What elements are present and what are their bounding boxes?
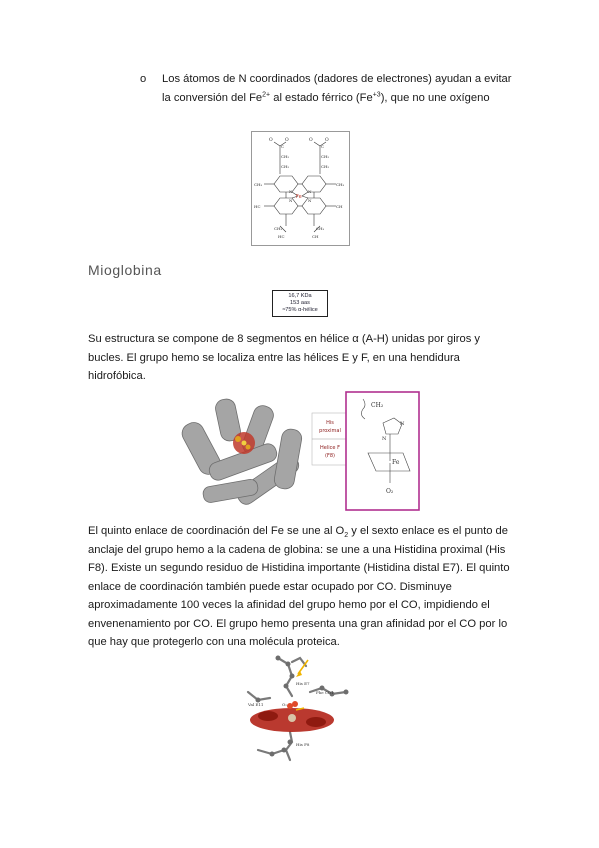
coordination-paragraph: El quinto enlace de coordinación del Fe se une al $O_2$ y el sexto enlace es el punto de anclaje del grupo hemo a la cadena de globina: se une a una Histidina proximal (His F8). Existe un segundo residuo de Histidina importante (Histidina distal E7). El quinto enlace de coordinación también puede estar ocupado por CO. Disminuye aproximadamente 100 veces la afinidad del grupo hemo por el CO, impidiendo el envenenamiento por CO. El grupo hemo presenta una gran afinidad por el CO por lo que hay que protegerlo con una molécula proteica. [88, 525, 510, 648]
svg-text:CH₂: CH₂ [321, 164, 330, 169]
ch2-label: CH₂ [371, 402, 384, 409]
heme-label: O [269, 138, 273, 143]
svg-text:C: C [321, 144, 325, 149]
bullet-item [140, 70, 520, 108]
svg-text:HC: HC [278, 234, 285, 239]
svg-text:CH₃: CH₃ [274, 226, 283, 231]
amino-acid-count: 153 aas [290, 300, 310, 306]
heme-structure-diagram [252, 132, 349, 245]
phe-cd1-label: Phe CD1 [316, 690, 334, 695]
structure-paragraph: Su estructura se compone de 8 segmentos en hélice α (A-H) unidas por giros y bucles. El grupo hemo se localiza entre las hélices E y F, en una hendidura hidrofóbica. [88, 333, 481, 382]
myoglobin-ribbon-diagram [178, 391, 421, 511]
svg-text:CH₃: CH₃ [316, 226, 325, 231]
svg-text:N: N [308, 198, 312, 203]
helix-f-label: Helice F [320, 445, 340, 451]
heme-group [233, 432, 255, 454]
o2-subscript: 2 [344, 532, 349, 540]
fe-atom-label: Fe [296, 194, 302, 200]
svg-text:CH: CH [336, 204, 343, 209]
svg-text:CH₂: CH₂ [281, 154, 290, 159]
fe2-superscript: 2+ [262, 91, 271, 99]
svg-text:O: O [285, 138, 289, 143]
svg-text:CH₃: CH₃ [336, 182, 345, 187]
proximal-his-panel [346, 392, 419, 510]
helix-percentage: ≈75% α-hélice [282, 307, 318, 313]
heme-plane [250, 708, 334, 732]
fe-label: Fe [392, 459, 400, 466]
his-e7-label: His E7 [296, 681, 310, 686]
svg-text:CH: CH [312, 234, 319, 239]
svg-text:CH₂: CH₂ [321, 154, 330, 159]
o2-label: O₂ [386, 488, 394, 495]
molecular-weight: 16,7 KDa [288, 293, 312, 299]
svg-text:N: N [289, 198, 293, 203]
binding-site-figure [238, 650, 358, 768]
svg-text:N: N [400, 421, 405, 427]
his-label: His [326, 420, 334, 426]
svg-text:CH₂: CH₂ [281, 164, 290, 169]
his-f8-label: His F8 [296, 742, 310, 747]
svg-text:HC: HC [254, 204, 261, 209]
proximal-label: proximal [319, 428, 341, 434]
svg-text:N: N [382, 436, 387, 442]
svg-text:O: O [309, 138, 313, 143]
val-e11-label: Val E11 [248, 702, 264, 707]
svg-text:C: C [281, 144, 285, 149]
f8-label: (F8) [325, 453, 335, 459]
fe3-superscript: +3 [372, 91, 381, 99]
svg-text:N: N [308, 189, 312, 194]
section-heading: Mioglobina [88, 262, 162, 278]
svg-text:CH₃: CH₃ [254, 182, 263, 187]
svg-text:O: O [325, 138, 329, 143]
heme-binding-site-diagram [238, 650, 358, 768]
myoglobin-info-box [272, 290, 328, 317]
heme-structure-figure [251, 131, 350, 246]
bullet-marker: o [140, 73, 147, 85]
svg-text:N: N [289, 189, 293, 194]
o2-binding-label: O₂ [282, 702, 287, 707]
bullet-text: Los átomos de N coordinados (dadores de electrones) ayudan a evitar la conversión del $Fe^{2+}$ al estado férrico $(Fe^{+3})$, que no une oxígeno [162, 73, 512, 104]
myoglobin-figure [178, 391, 421, 511]
